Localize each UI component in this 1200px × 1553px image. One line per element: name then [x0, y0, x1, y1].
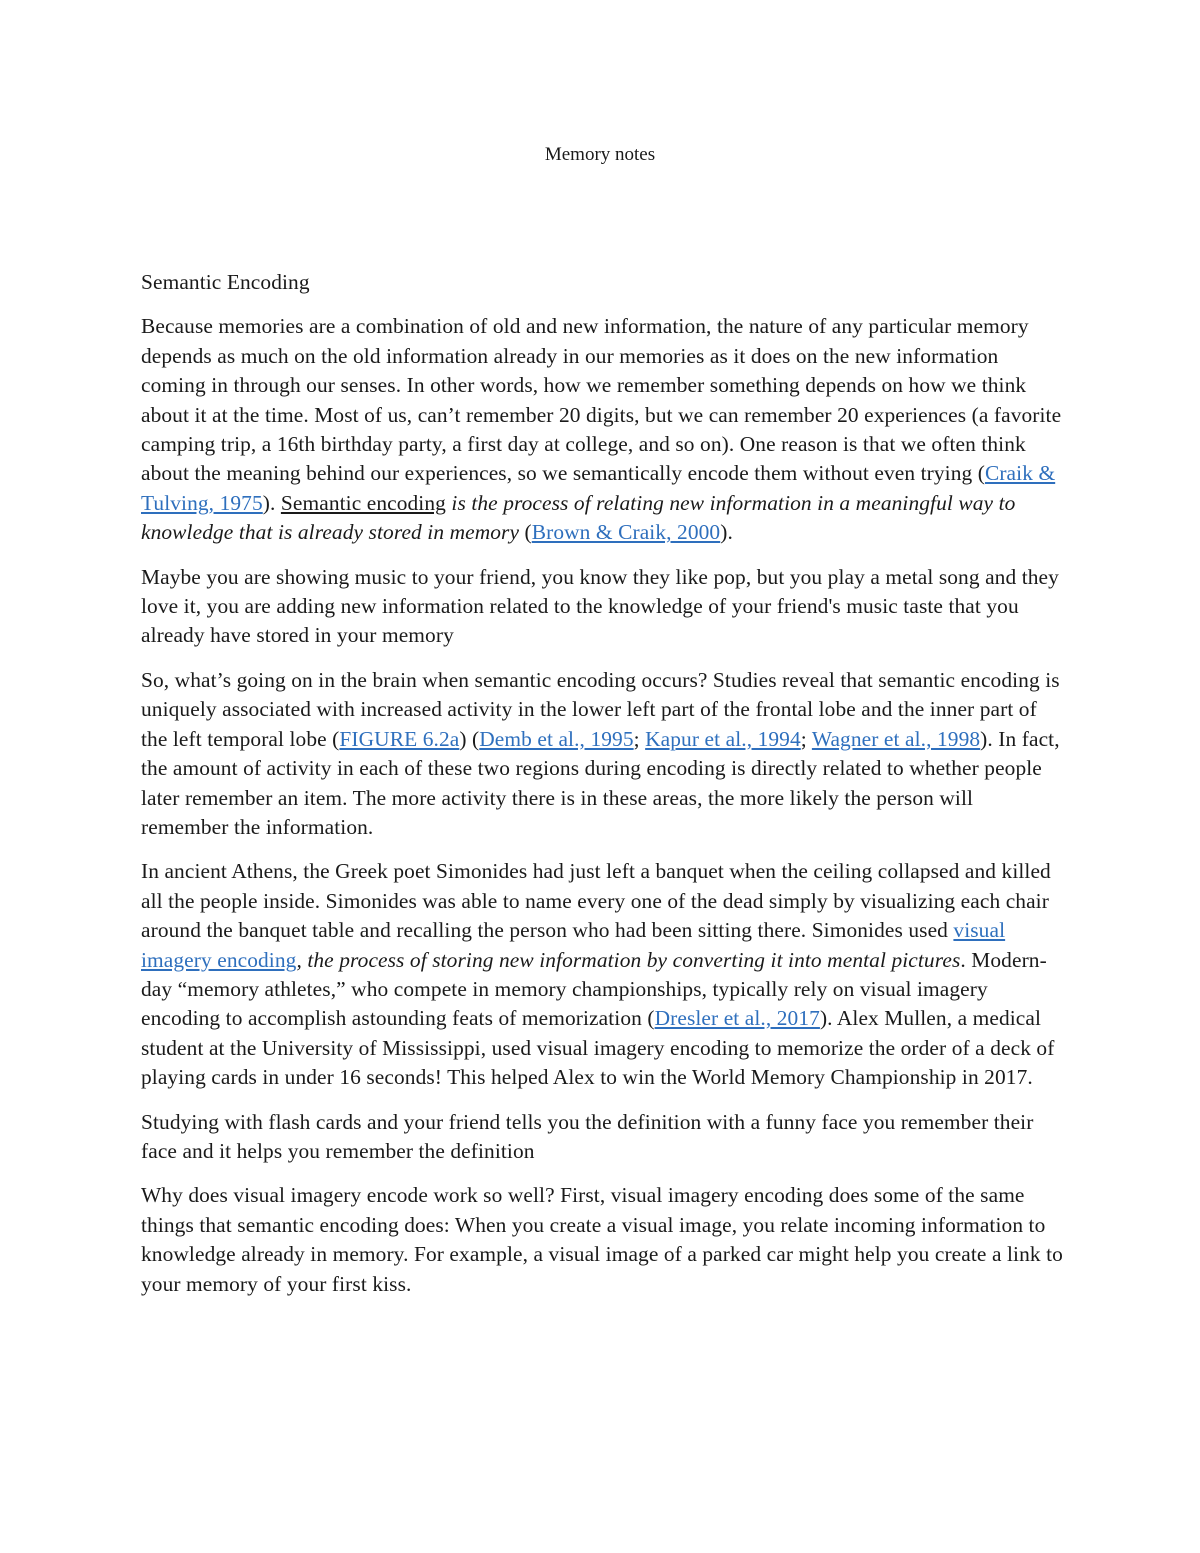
citation-link-dresler[interactable]: Dresler et al., 2017 [654, 1006, 820, 1031]
citation-link-brown-craik[interactable]: Brown & Craik, 2000 [531, 520, 721, 545]
paragraph-brain-activity: So, what’s going on in the brain when semantic encoding occurs? Studies reveal that semantic encoding is uniquely associated with increased activity in the lower left part of the frontal lobe and the inner part of the left temporal lobe (FIGURE 6.2a) (Demb et al., 1995; Kapur et al., 1994; Wagner et al., 1998). In fact, the amount of activity in each of these two regions during encoding is directly related to whether people later remember an item. The more activity there is in these areas, the more likely the person will remember the information. [141, 667, 1060, 839]
paragraph-why-visual-imagery: Why does visual imagery encode work so well? First, visual imagery encoding does some of the same things that semantic encoding does: When you create a visual image, you relate incoming information to knowledge already in memory. For example, a visual image of a parked car might help you create a link to your memory of your first kiss. [141, 1183, 1063, 1296]
term-semantic-encoding: Semantic encoding [280, 490, 446, 515]
figure-link[interactable]: FIGURE 6.2a [339, 726, 460, 751]
citation-link-wagner[interactable]: Wagner et al., 1998 [811, 726, 981, 751]
paragraph-flash-cards: Studying with flash cards and your friend tells you the definition with a funny face you remember their face and it helps you remember the definition [141, 1109, 1034, 1163]
citation-link-demb[interactable]: Demb et al., 1995 [479, 726, 634, 751]
citation-link-craik-tulving[interactable]: Craik & Tulving, 1975 [141, 461, 1056, 515]
term-link-visual-imagery-encoding[interactable]: visual imagery encoding [141, 918, 1006, 972]
definition-visual-imagery-encoding: , the process of storing new information by converting it into mental pictures [296, 947, 961, 972]
document-title: Memory notes [544, 144, 656, 165]
paragraph-music-example: Maybe you are showing music to your friend, you know they like pop, but you play a metal song and they love it, you are adding new information related to the knowledge of your friend's music taste that you already have stored in your memory [141, 564, 1059, 648]
paragraph-simonides: In ancient Athens, the Greek poet Simonides had just left a banquet when the ceiling collapsed and killed all the people inside. Simonides was able to name every one of the dead simply by visualizing each chair around the banquet table and recalling the person who had been sitting there. Simonides used visual imagery encoding, the process of storing new information by converting it into mental pictures. Modern-day “memory athletes,” who compete in memory championships, typically rely on visual imagery encoding to accomplish astounding feats of memorization (Dresler et al., 2017). Alex Mullen, a medical student at the University of Mississippi, used visual imagery encoding to memorize the order of a deck of playing cards in under 16 seconds! This helped Alex to win the World Memory Championship in 2017. [141, 859, 1055, 1090]
citation-link-kapur[interactable]: Kapur et al., 1994 [645, 726, 801, 751]
section-heading: Semantic Encoding [141, 270, 310, 294]
document-body [141, 268, 1063, 1314]
definition-semantic-encoding: is the process of relating new information in a meaningful way to knowledge that is already stored in memory [141, 490, 1016, 545]
paragraph-semantic-encoding: Because memories are a combination of old and new information, the nature of any particular memory depends as much on the old information already in our memories as it does on the new information coming in through our senses. In other words, how we remember something depends on how we think about it at the time. Most of us, can’t remember 20 digits, but we can remember 20 experiences (a favorite camping trip, a 16th birthday party, a first day at college, and so on). One reason is that we often think about the meaning behind our experiences, so we semantically encode them without even trying (Craik & Tulving, 1975). Semantic encoding is the process of relating new information in a meaningful way to knowledge that is already stored in memory (Brown & Craik, 2000). [141, 314, 1062, 545]
